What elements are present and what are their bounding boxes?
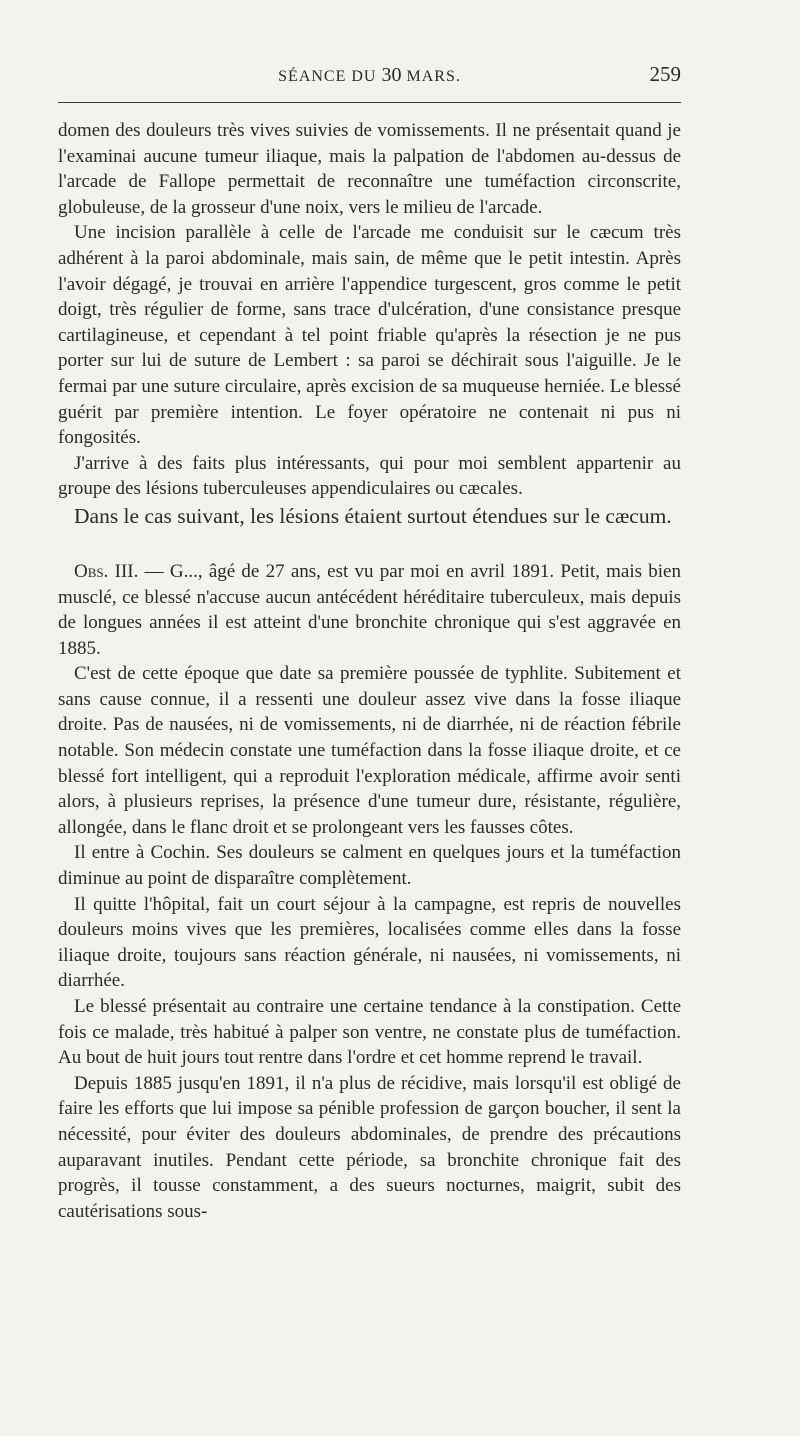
paragraph-10: Depuis 1885 jusqu'en 1891, il n'a plus de récidive, mais lorsqu'il est obligé de faire les efforts que lui impose sa pénible profession de garçon boucher, il sent la nécessité, pour éviter des douleurs abdominales, de prendre des précautions auparavant inutiles. Pendant cette période, sa bronchite chronique fait des progrès, il tousse constamment, a des sueurs nocturnes, maigrit, subit des cautérisations sous- [58, 1072, 681, 1222]
paragraph-1: domen des douleurs très vives suivies de vomissements. Il ne présentait quand je l'examinai aucune tumeur iliaque, mais la palpation de l'abdomen au-dessus de l'arcade de Fallope permettait de reconnaître une tuméfaction circonscrite, globuleuse, de la grosseur d'une noix, vers le milieu de l'arcade. [58, 120, 681, 218]
running-head [58, 64, 681, 90]
running-title-number: 30 [381, 64, 402, 86]
running-title [58, 64, 681, 87]
paragraph-9: Le blessé présentait au contraire une certaine tendance à la constipation. Cette fois ce malade, très habitué à palper son ventre, ne constate plus de tuméfaction. Au bout de huit jours tout rentre dans l'ordre et cet homme reprend le travail. [58, 996, 681, 1069]
observation-label: Obs. III. [74, 560, 139, 582]
body-text [58, 118, 681, 1224]
paragraph-6: C'est de cette époque que date sa première poussée de typhlite. Subitement et sans cause connue, il a ressenti une douleur assez vive dans la fosse iliaque droite. Pas de nausées, ni de vomissements, ni de diarrhée, ni de réaction fébrile notable. Son médecin constate une tuméfaction dans la fosse iliaque droite, et ce blessé fort intelligent, qui a reproduit l'exploration médicale, affirme avoir senti alors, à plusieurs reprises, la présence d'une tumeur dure, résistante, régulière, allongée, dans le flanc droit et se prolongeant vers les fausses côtes. [58, 663, 681, 838]
header-rule [58, 102, 681, 103]
page-number: 259 [649, 62, 681, 86]
paragraph-2: Une incision parallèle à celle de l'arcade me conduisit sur le cæcum très adhérent à la paroi abdominale, mais sain, de même que le petit intestin. Après l'avoir dégagé, je trouvai en arrière l'appendice turgescent, gros comme le petit doigt, très régulier de forme, sans trace d'ulcération, d'une consistance presque cartilagineuse, et cependant à tel point friable qu'après la résection je ne pus porter sur lui de suture de Lembert : sa paroi se déchirait sous l'aiguille. Je le fermai par une suture circulaire, après excision de sa muqueuse herniée. Le blessé guérit par première intention. Le foyer opératoire ne contenait ni pus ni fongosités. [58, 222, 681, 449]
observation-paragraph [58, 559, 681, 661]
paragraph-4: Dans le cas suivant, les lésions étaient surtout étendues sur le cæcum. [74, 503, 672, 528]
paragraph-8: Il quitte l'hôpital, fait un court séjour à la campagne, est repris de nouvelles douleurs moins vives que les premières, localisées comme elles dans la fosse iliaque droite, toujours sans réaction générale, ni nausées, ni vomissements, ni diarrhée. [58, 893, 681, 992]
running-title-month: MARS. [401, 68, 461, 85]
running-title-text: SÉANCE DU [278, 68, 382, 85]
observation-text: — G..., âgé de 27 ans, est vu par moi en avril 1891. Petit, mais bien musclé, ce blessé n'accuse aucun antécédent héréditaire tuberculeux, mais depuis de longues années il est atteint d'une bronchite chronique qui s'est aggravée en 1885. [58, 560, 681, 659]
paragraph-3: J'arrive à des faits plus intéressants, qui pour moi semblent appartenir au groupe des lésions tuberculeuses appendiculaires ou cæcales. [58, 452, 681, 500]
paragraph-7: Il entre à Cochin. Ses douleurs se calment en quelques jours et la tuméfaction diminue au point de disparaître complètement. [58, 842, 681, 890]
